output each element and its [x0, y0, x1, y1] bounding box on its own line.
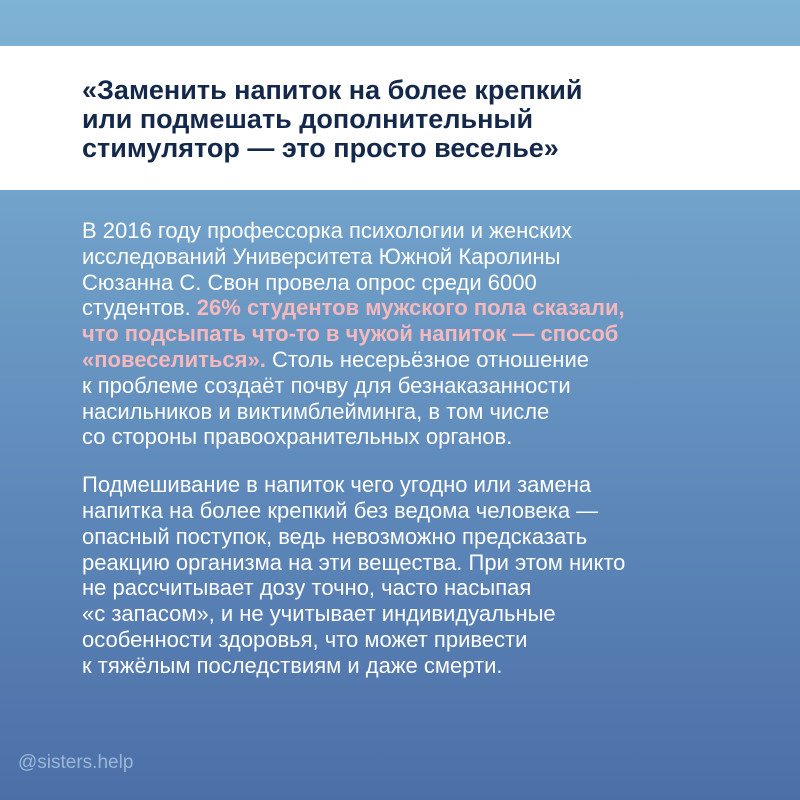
- title-card: [0, 46, 800, 190]
- highlight-text: 26% студентов мужского пола сказали,: [196, 295, 625, 321]
- text-line: реакцию организма на эти вещества. При этом никто: [82, 549, 626, 575]
- text-segment: студентов.: [82, 295, 197, 321]
- top-band: [0, 0, 800, 46]
- text-line: Подмешивание в напиток чего угодно или замена: [82, 472, 592, 498]
- text-line: [82, 295, 762, 321]
- text-line: Сюзанна С. Свон провела опрос среди 6000: [82, 269, 537, 295]
- page-title: [82, 76, 722, 163]
- text-line: со стороны правоохранительных органов.: [82, 424, 513, 450]
- text-line: [82, 347, 762, 373]
- body-text: [82, 218, 762, 679]
- text-line: особенности здоровья, что может привести: [82, 626, 528, 652]
- text-line: исследований Университета Южной Каролины: [82, 243, 561, 269]
- text-line: В 2016 году профессорка психологии и женских: [82, 218, 573, 243]
- text-line: опасный поступок, ведь невозможно предсказать: [82, 523, 588, 549]
- title-line: «Заменить напиток на более крепкий: [82, 75, 583, 105]
- title-line: или подмешать дополнительный: [82, 104, 534, 134]
- text-segment: Столь несерьёзное отношение: [265, 346, 589, 372]
- highlight-text: «повеселиться».: [82, 346, 266, 372]
- text-line: к проблеме создаёт почву для безнаказанности: [82, 372, 571, 398]
- paragraph-danger: [82, 472, 762, 678]
- title-line: стимулятор — это просто веселье»: [82, 133, 559, 163]
- highlight-text: что подсыпать что-то в чужой напиток — способ: [82, 321, 619, 347]
- text-line: насильников и виктимблейминга, в том числе: [82, 398, 550, 424]
- text-line: не рассчитывает дозу точно, часто насыпая: [82, 575, 532, 601]
- text-line: напитка на более крепкий без ведома человека —: [82, 497, 599, 523]
- text-line: к тяжёлым последствиям и даже смерти.: [82, 652, 503, 678]
- text-line: «с запасом», и не учитывает индивидуальные: [82, 601, 556, 627]
- account-handle: @sisters.help: [18, 752, 134, 773]
- paragraph-survey: [82, 218, 762, 450]
